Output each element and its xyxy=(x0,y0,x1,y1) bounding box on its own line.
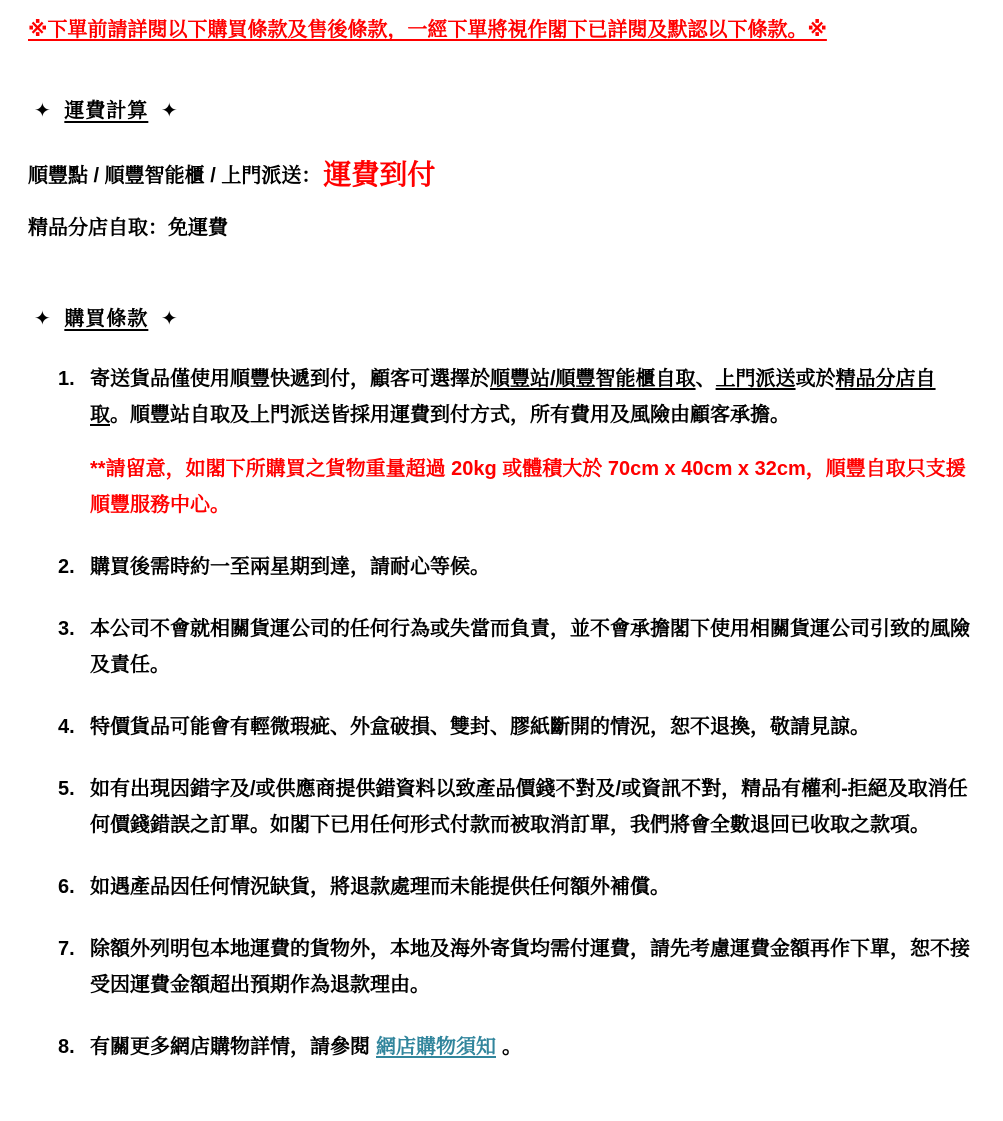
term-number: 1. xyxy=(58,368,75,390)
term-item-2 xyxy=(58,549,973,585)
term-body: 如有出現因錯字及/或供應商提供錯資料以致產品價錢不對及/或資訊不對，精品有權利-拒絕及取消任何價錢錯誤之訂單。如閣下已用任何形式付款而被取消訂單，我們將會全數退回已收取之款項。 xyxy=(90,778,968,836)
terms-title-text: 購買條款 xyxy=(64,308,149,330)
term-item-3 xyxy=(58,611,973,683)
term-body xyxy=(90,361,970,523)
term-body: 本公司不會就相關貨運公司的任何行為或失當而負責，並不會承擔閣下使用相關貨運公司引致的風險及責任。 xyxy=(90,618,970,676)
term-text-segment: 有關更多網店購物詳情，請參閱 xyxy=(90,1036,370,1058)
term-underlined-segment: 順豐站/順豐智能櫃自取 xyxy=(490,368,696,390)
term-item-7 xyxy=(58,931,973,1003)
term-text-segment: 。 xyxy=(502,1036,522,1058)
term-underlined-segment: 上門派送 xyxy=(715,368,796,390)
term-number: 3. xyxy=(58,618,75,640)
term-number: 7. xyxy=(58,938,75,960)
term-underlined-segment: 精品分店自取 xyxy=(90,368,936,426)
term-body: 除額外列明包本地運費的貨物外，本地及海外寄貨均需付運費，請先考慮運費金額再作下單，恕不接受因運費金額超出預期作為退款理由。 xyxy=(90,938,970,996)
term-number: 5. xyxy=(58,778,75,800)
shipping-methods-line xyxy=(28,153,973,193)
terms-list xyxy=(28,361,973,1065)
term-item-1 xyxy=(58,361,973,523)
term-body: 特價貨品可能會有輕微瑕疵、外盒破損、雙封、膠紙斷開的情況，恕不退換，敬請見諒。 xyxy=(90,716,870,738)
shipping-cod-value: 運費到付 xyxy=(323,159,436,190)
shopping-guide-link[interactable]: 網店購物須知 xyxy=(376,1036,496,1058)
term-body: 如遇產品因任何情況缺貨，將退款處理而未能提供任何額外補償。 xyxy=(90,876,670,898)
term-text-segment: 寄送貨品僅使用順豐快遞到付，顧客可選擇於 xyxy=(90,368,490,390)
star-icon: ✦ xyxy=(34,100,52,122)
term-body xyxy=(90,1029,970,1065)
term-item-5 xyxy=(58,771,973,843)
term-number: 8. xyxy=(58,1036,75,1058)
pre-order-warning: ※下單前請詳閱以下購買條款及售後條款，一經下單將視作閣下已詳閱及默認以下條款。※ xyxy=(28,19,827,41)
weight-limit-note: **請留意，如閣下所購買之貨物重量超過 20kg 或體積大於 70cm x 40cm x 32cm，順豐自取只支援順豐服務中心。 xyxy=(90,458,966,516)
star-icon: ✦ xyxy=(160,308,179,330)
star-icon: ✦ xyxy=(34,308,52,330)
shipping-section-title xyxy=(28,94,973,123)
term-text-segment: 或於 xyxy=(795,368,836,390)
term-text-segment: 、 xyxy=(695,368,716,390)
term-number: 6. xyxy=(58,876,75,898)
star-icon: ✦ xyxy=(160,100,179,122)
term-body: 購買後需時約一至兩星期到達，請耐心等候。 xyxy=(90,556,490,578)
shipping-methods-label: 順豐點 / 順豐智能櫃 / 上門派送： xyxy=(28,164,322,187)
term-number: 2. xyxy=(58,556,75,578)
terms-section-title xyxy=(28,302,973,331)
shipping-title-text: 運費計算 xyxy=(64,100,149,122)
term-item-8 xyxy=(58,1029,973,1065)
term-text-segment: 。順豐站自取及上門派送皆採用運費到付方式，所有費用及風險由顧客承擔。 xyxy=(110,404,790,426)
store-pickup-line: 精品分店自取：免運費 xyxy=(28,217,228,239)
term-item-6 xyxy=(58,869,973,905)
term-number: 4. xyxy=(58,716,75,738)
term-item-4 xyxy=(58,709,973,745)
